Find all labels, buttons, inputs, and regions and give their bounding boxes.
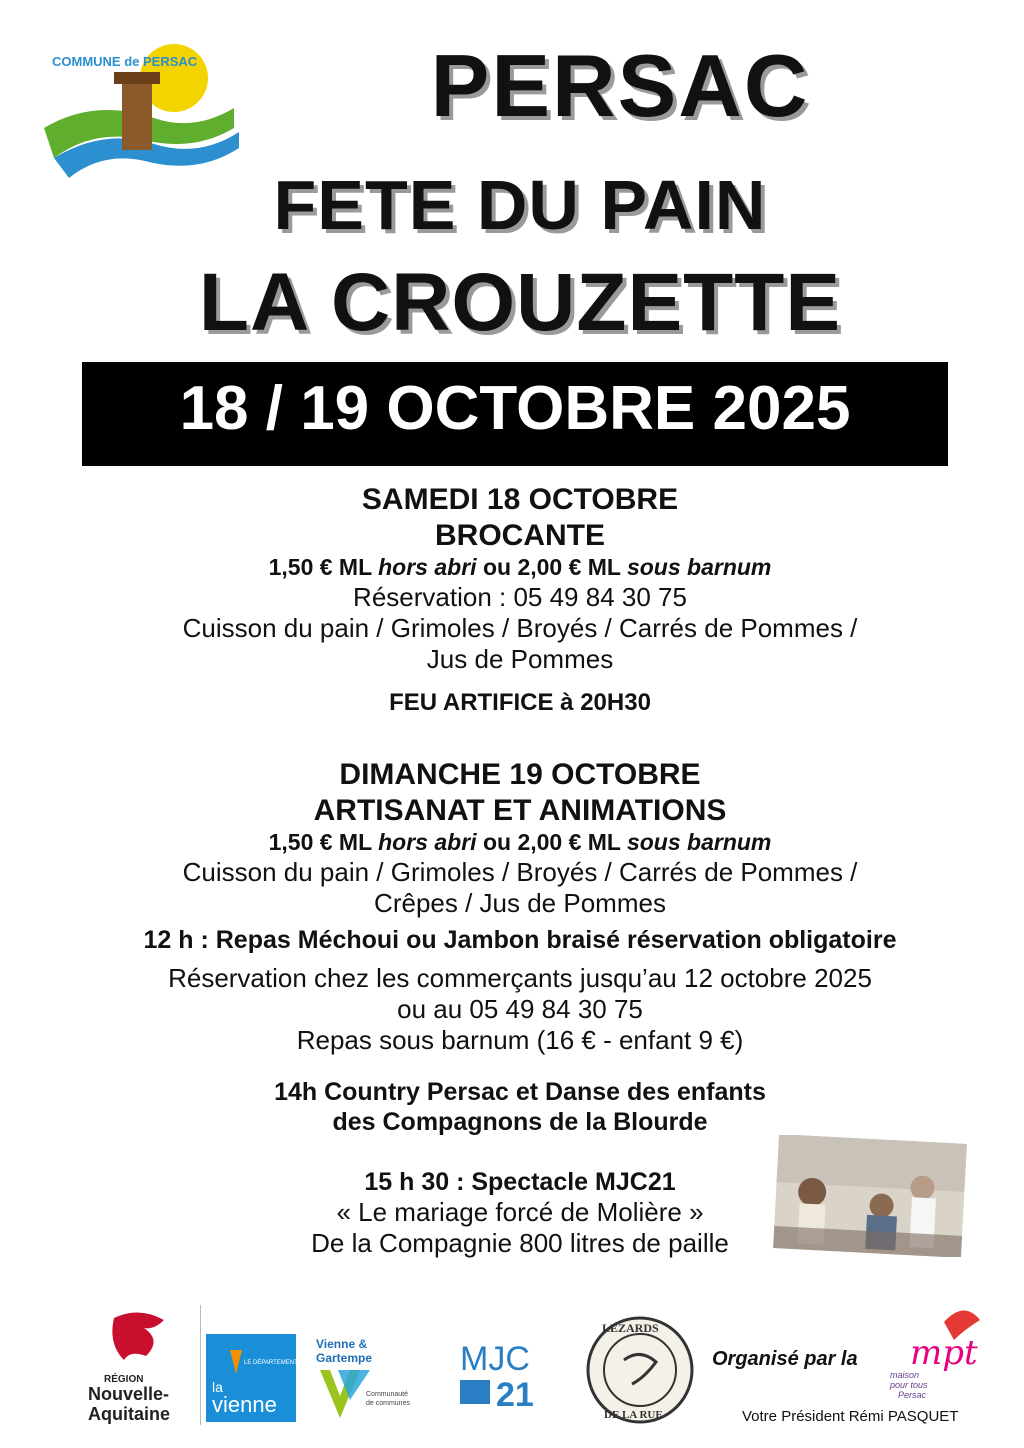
mpt-sub-2: pour tous xyxy=(890,1380,928,1390)
title-la-crouzette: LA CROUZETTE xyxy=(198,257,842,348)
dimanche-meal-price: Repas sous barnum (16 € - enfant 9 €) xyxy=(296,1025,744,1056)
price-a-note: hors abri xyxy=(378,554,477,580)
vienne-la: la xyxy=(212,1379,223,1395)
mpt-logo-text: mpt xyxy=(910,1333,978,1373)
lezards-logo xyxy=(588,1318,692,1422)
title-persac: PERSAC xyxy=(430,36,810,135)
lezards-top: LEZARDS xyxy=(602,1321,659,1335)
dimanche-show-title: 15 h 30 : Spectacle MJC21 xyxy=(364,1167,676,1196)
dimanche-meal-reservation-2: ou au 05 49 84 30 75 xyxy=(397,994,643,1025)
samedi-fireworks: FEU ARTIFICE à 20H30 xyxy=(389,689,651,717)
logo-text: COMMUNE de PERSAC xyxy=(52,54,198,69)
samedi-reservation: Réservation : 05 49 84 30 75 xyxy=(353,581,687,612)
price-a: 1,50 € ML xyxy=(268,829,372,855)
mpt-sub-3: Persac xyxy=(898,1390,927,1400)
samedi-food-line-2: Jus de Pommes xyxy=(426,643,614,674)
samedi-price xyxy=(60,554,980,582)
region-line-2: Nouvelle- xyxy=(88,1384,170,1404)
lezards-bottom: DE LA RUE xyxy=(604,1409,663,1421)
samedi-section xyxy=(60,482,980,718)
samedi-event: BROCANTE xyxy=(435,519,605,552)
dimanche-meal-reservation-1: Réservation chez les commerçants jusqu’au 12 octobre 2025 xyxy=(168,962,872,993)
vg-line-1: Vienne & xyxy=(316,1337,368,1351)
mpt-sub-1: maison xyxy=(890,1370,920,1380)
samedi-day: SAMEDI 18 OCTOBRE xyxy=(361,483,679,516)
mjc-num: 21 xyxy=(496,1376,534,1414)
dimanche-event: ARTISANAT ET ANIMATIONS xyxy=(313,794,727,827)
dimanche-price xyxy=(60,829,980,857)
region-line-3: Aquitaine xyxy=(88,1404,171,1424)
vg-sub-1: Communauté xyxy=(366,1391,409,1398)
organise-par: Organisé par la xyxy=(712,1348,858,1370)
dimanche-show-company: De la Compagnie 800 litres de paille xyxy=(311,1227,729,1258)
vienne-dept: LE DÉPARTEMENT xyxy=(244,1360,298,1366)
region-nouvelle-aquitaine-logo xyxy=(88,1312,170,1424)
dimanche-country-1: 14h Country Persac et Danse des enfants xyxy=(274,1077,766,1106)
price-a-note: hors abri xyxy=(378,829,477,855)
title-fete-du-pain: FETE DU PAIN xyxy=(273,166,767,244)
mjc21-logo xyxy=(460,1340,534,1414)
dimanche-show-name: « Le mariage forcé de Molière » xyxy=(336,1196,704,1227)
la-vienne-logo xyxy=(206,1334,298,1422)
dimanche-food-line-1: Cuisson du pain / Grimoles / Broyés / Carrés de Pommes / xyxy=(182,856,858,887)
dimanche-country-2: des Compagnons de la Blourde xyxy=(332,1107,708,1136)
price-b: 2,00 € ML xyxy=(517,554,621,580)
region-line-1: RÉGION xyxy=(104,1374,144,1385)
president-signature: Votre Président Rémi PASQUET xyxy=(742,1408,959,1425)
vg-line-2: Gartempe xyxy=(316,1351,373,1365)
spectacle-photo xyxy=(772,1135,968,1257)
mjc-top: MJC xyxy=(460,1340,530,1378)
price-or: ou xyxy=(482,554,512,580)
price-b-note: sous barnum xyxy=(626,554,772,580)
dimanche-food-line-2: Crêpes / Jus de Pommes xyxy=(374,887,666,918)
price-or: ou xyxy=(482,829,512,855)
event-date: 18 / 19 OCTOBRE 2025 xyxy=(179,374,851,443)
price-b-note: sous barnum xyxy=(626,829,772,855)
samedi-food-line-1: Cuisson du pain / Grimoles / Broyés / Carrés de Pommes / xyxy=(182,612,858,643)
dimanche-meal: 12 h : Repas Méchoui ou Jambon braisé réservation obligatoire xyxy=(143,925,897,954)
price-b: 2,00 € ML xyxy=(517,829,621,855)
vg-sub-2: de communes xyxy=(366,1400,410,1407)
commune-persac-logo xyxy=(34,28,244,188)
price-a: 1,50 € ML xyxy=(268,554,372,580)
dimanche-day: DIMANCHE 19 OCTOBRE xyxy=(339,758,701,791)
vienne-gartempe-logo xyxy=(316,1337,410,1418)
vienne-name: vienne xyxy=(212,1392,277,1417)
mpt-logo xyxy=(889,1310,980,1400)
